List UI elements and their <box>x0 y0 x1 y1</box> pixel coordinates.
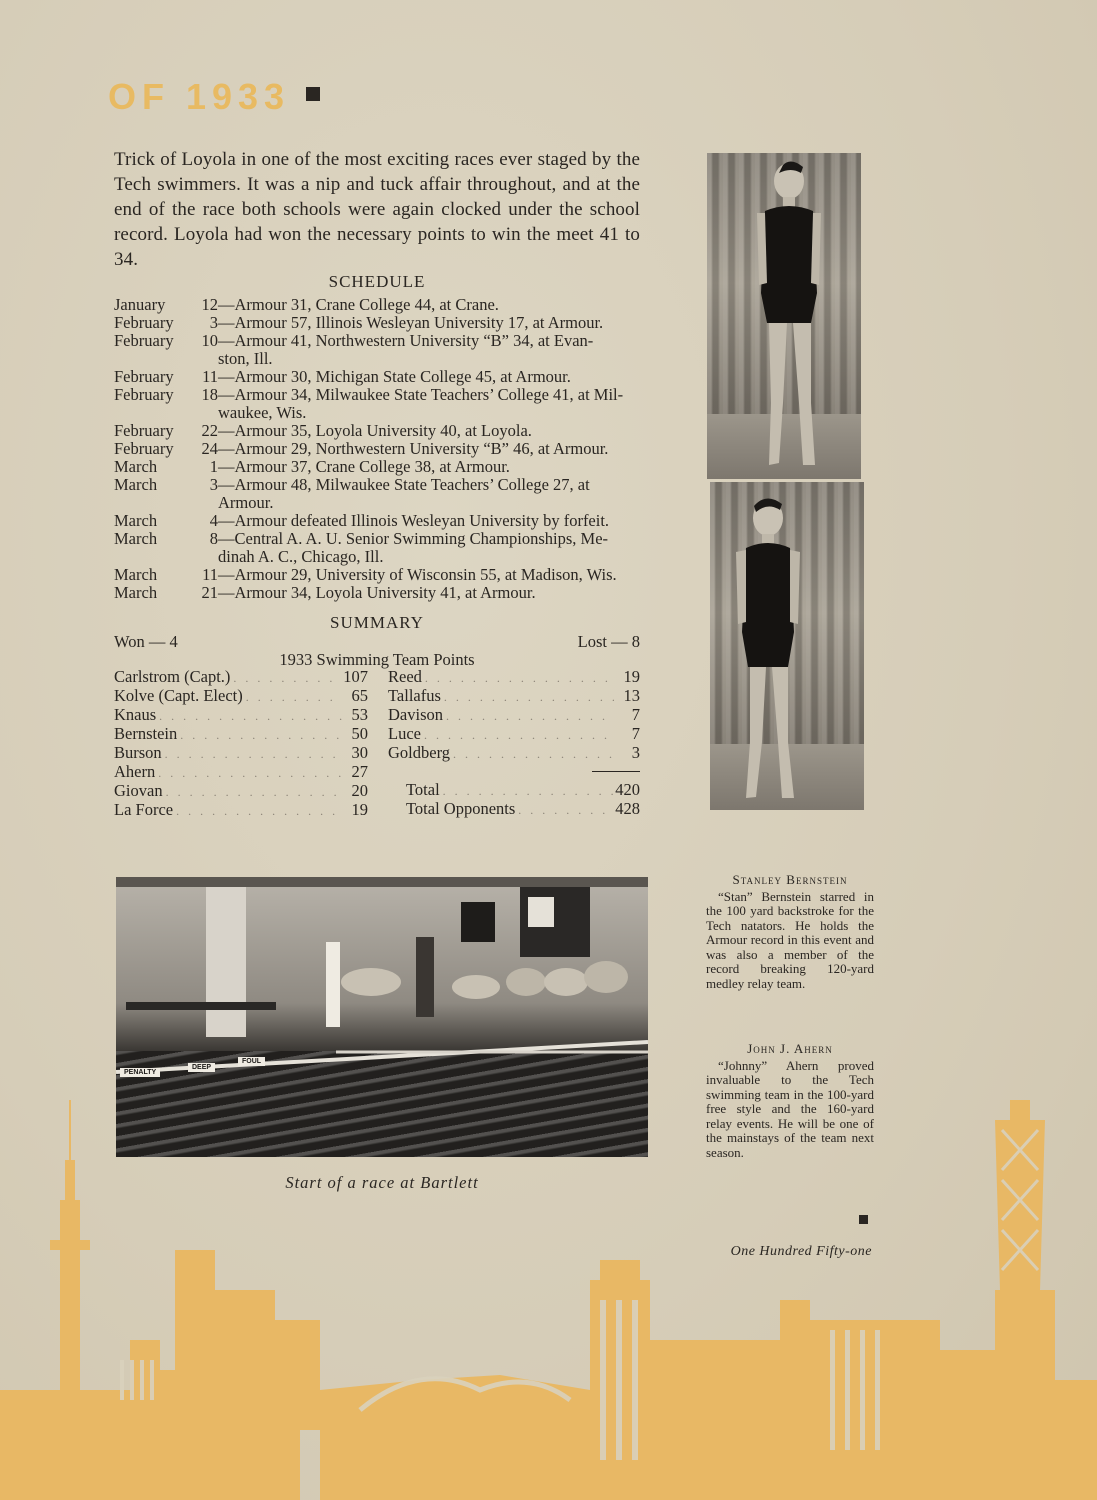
points-row: Kolve (Capt. Elect) . . . 65 <box>114 687 368 706</box>
points-row: Giovan . . . 20 <box>114 782 368 801</box>
win-loss-line <box>114 632 640 652</box>
swimmer-figure-icon <box>707 153 861 479</box>
portrait-photo-bernstein <box>707 153 861 479</box>
won-count: Won — 4 <box>114 632 178 651</box>
points-left-column <box>114 668 368 820</box>
points-right-column <box>388 668 640 819</box>
schedule-list <box>114 296 640 602</box>
points-row: Burson . . . 30 <box>114 744 368 763</box>
schedule-row: March 11 —Armour 29, University of Wisconsin 55, at Madison, Wis. <box>114 565 617 584</box>
pool-scene-icon <box>116 877 648 1157</box>
points-row: Davison . . . 7 <box>388 706 640 725</box>
total-row: Total . . . 420 <box>388 781 640 800</box>
page-header: OF 1933 <box>108 76 320 118</box>
points-row: Ahern . . . 27 <box>114 763 368 782</box>
portrait-photo-ahern <box>710 482 864 810</box>
schedule-row: March 3 —Armour 48, Milwaukee State Teachers’ College 27, at Armour. <box>114 475 590 512</box>
schedule-row: March 1 —Armour 37, Crane College 38, at Armour. <box>114 457 510 476</box>
penalty-sign: PENALTY <box>120 1068 160 1077</box>
total-opponents-row: Total Opponents . . . 428 <box>388 800 640 819</box>
bio-ahern <box>706 1042 874 1160</box>
bio-name: John J. Ahern <box>747 1041 833 1056</box>
swimmer-figure-icon <box>710 482 864 810</box>
schedule-row: March 21 —Armour 34, Loyola University 41, at Armour. <box>114 583 536 602</box>
schedule-row: February 10 —Armour 41, Northwestern University “B” 34, at Evan- ston, Ill. <box>114 331 594 368</box>
lost-count: Lost — 8 <box>577 632 640 651</box>
schedule-title: SCHEDULE <box>328 272 426 291</box>
pool-race-photo <box>116 877 648 1157</box>
bio-bernstein <box>706 873 874 991</box>
schedule-row: February 3 —Armour 57, Illinois Wesleyan University 17, at Armour. <box>114 313 604 332</box>
foul-sign: FOUL <box>238 1057 265 1066</box>
bio-text: “Johnny” Ahern proved invaluable to the Tech swimming team in the 100-yard free style and the 160-yard relay events. He will be one of the mainstays of the team next season. <box>706 1057 874 1160</box>
page-number: One Hundred Fifty-one <box>730 1244 872 1259</box>
points-row: Knaus . . . 53 <box>114 706 368 725</box>
points-row: La Force . . . 19 <box>114 801 368 820</box>
bio-name: Stanley Bernstein <box>732 872 848 887</box>
summary-title: SUMMARY <box>330 613 424 632</box>
bio-text: “Stan” Bernstein starred in the 100 yard backstroke for the Tech natators. He holds the Armour record in this event and was also a member of the record breaking 120-yard medley relay team. <box>706 888 874 991</box>
schedule-row: March 4 —Armour defeated Illinois Wesleyan University by forfeit. <box>114 511 610 530</box>
deep-sign: DEEP <box>188 1063 215 1072</box>
pool-photo-caption: Start of a race at Bartlett <box>285 1173 479 1192</box>
points-row: Luce . . . 7 <box>388 725 640 744</box>
schedule-row: February 11 —Armour 30, Michigan State College 45, at Armour. <box>114 367 571 386</box>
schedule-row: January 12 —Armour 31, Crane College 44, at Crane. <box>114 295 499 314</box>
schedule-row: March 8 —Central A. A. U. Senior Swimming Championships, Me- dinah A. C., Chicago, Ill. <box>114 529 609 566</box>
points-row: Carlstrom (Capt.) . . . 107 <box>114 668 368 687</box>
header-square-icon <box>306 87 320 101</box>
intro-paragraph: Trick of Loyola in one of the most exciting races ever staged by the Tech swimmers. It was a nip and tuck affair throughout, and at the end of the race both schools were again clocked under the school record. Loyola had won the necessary points to win the meet 41 to 34. <box>114 149 640 270</box>
points-title: 1933 Swimming Team Points <box>279 650 475 669</box>
points-row: Bernstein . . . 50 <box>114 725 368 744</box>
schedule-row: February 18 —Armour 34, Milwaukee State Teachers’ College 41, at Mil- waukee, Wis. <box>114 385 624 422</box>
points-row: Tallafus . . . 13 <box>388 687 640 706</box>
points-row: Goldberg . . . 3 <box>388 744 640 763</box>
schedule-row: February 24 —Armour 29, Northwestern University “B” 46, at Armour. <box>114 439 609 458</box>
schedule-row: February 22 —Armour 35, Loyola University 40, at Loyola. <box>114 421 532 440</box>
points-row: Reed . . . 19 <box>388 668 640 687</box>
end-square-icon <box>859 1215 868 1224</box>
